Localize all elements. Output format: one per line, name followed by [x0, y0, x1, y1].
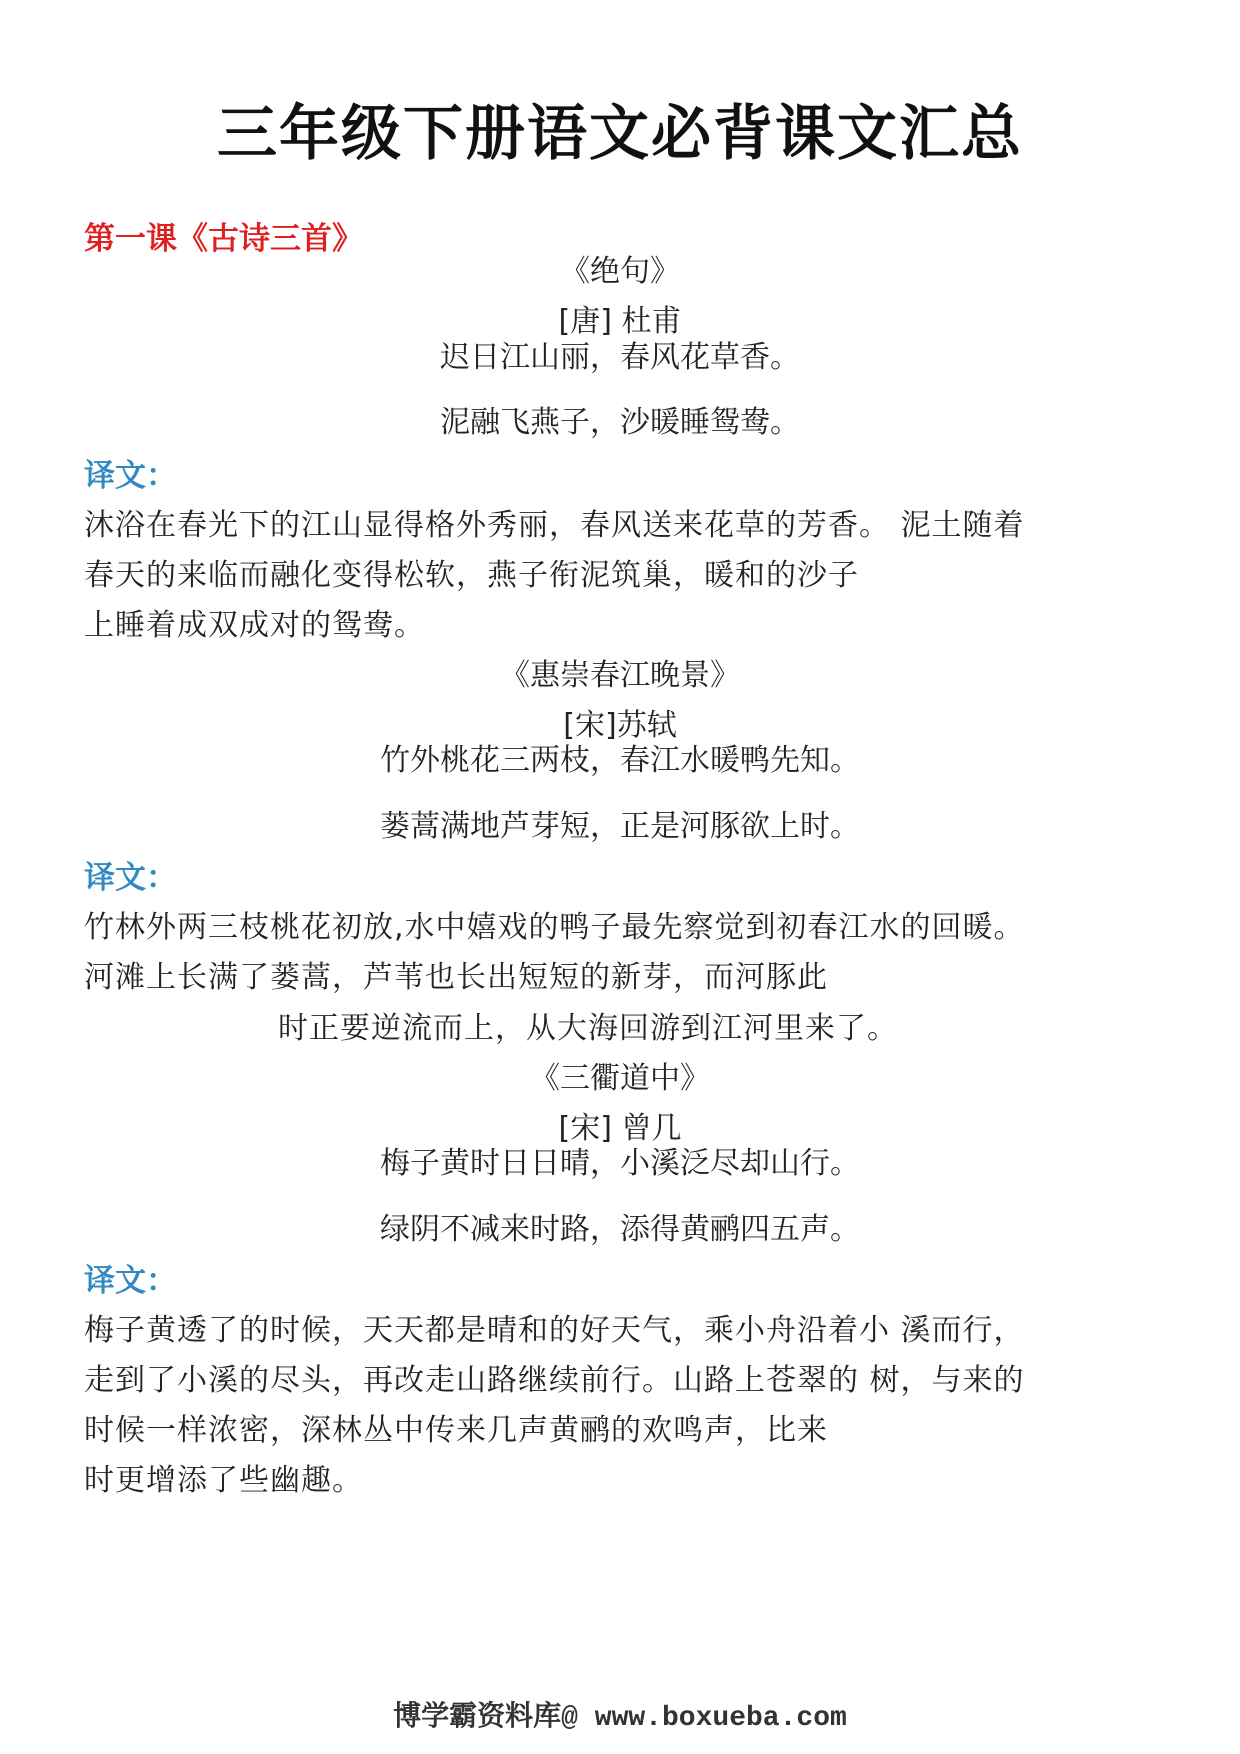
poem-author: [宋]苏轼 [563, 708, 677, 743]
translation-line: 春天的来临而融化变得松软，燕子衔泥筑巢，暖和的沙子 [84, 558, 859, 593]
translation-line: 时正要逆流而上，从大海回游到江河里来了。 [278, 1011, 898, 1046]
poem-title: 《三衢道中》 [530, 1061, 710, 1096]
watermark-footer: 博学霸资料库@ www.boxueba.com [393, 1703, 847, 1734]
translation-line: 河滩上长满了蒌蒿，芦苇也长出短短的新芽，而河豚此 [84, 960, 828, 995]
translation-label: 译文： [84, 458, 177, 494]
poem-line: 竹外桃花三两枝，春江水暖鸭先知。 [380, 743, 860, 778]
translation-label: 译文： [84, 860, 177, 896]
translation-line: 走到了小溪的尽头，再改走山路继续前行。山路上苍翠的 树，与来的 [84, 1363, 1025, 1398]
poem-title: 《惠崇春江晚景》 [500, 658, 740, 693]
page-title: 三年级下册语文必背课文汇总 [217, 99, 1023, 169]
poem-line: 梅子黄时日日晴，小溪泛尽却山行。 [380, 1146, 860, 1181]
poem-author: [唐] 杜甫 [558, 304, 682, 339]
poem-line: 泥融飞燕子，沙暖睡鸳鸯。 [440, 405, 800, 440]
poem-line: 蒌蒿满地芦芽短，正是河豚欲上时。 [380, 809, 860, 844]
translation-label: 译文： [84, 1263, 177, 1299]
translation-line: 时候一样浓密，深林丛中传来几声黄鹂的欢鸣声，比来 [84, 1413, 828, 1448]
translation-line: 上睡着成双成对的鸳鸯。 [84, 608, 425, 643]
poem-line: 迟日江山丽，春风花草香。 [440, 340, 800, 375]
translation-line: 竹林外两三枝桃花初放,水中嬉戏的鸭子最先察觉到初春江水的回暖。 [84, 910, 1025, 945]
translation-line: 梅子黄透了的时候，天天都是晴和的好天气，乘小舟沿着小 溪而行， [84, 1313, 1025, 1348]
poem-title: 《绝句》 [560, 254, 680, 289]
poem-line: 绿阴不减来时路，添得黄鹂四五声。 [380, 1212, 860, 1247]
translation-line: 沐浴在春光下的江山显得格外秀丽，春风送来花草的芳香。 泥土随着 [84, 508, 1025, 543]
poem-author: [宋] 曾几 [558, 1111, 682, 1146]
lesson-heading: 第一课《古诗三首》 [84, 221, 363, 257]
translation-line: 时更增添了些幽趣。 [84, 1463, 363, 1498]
